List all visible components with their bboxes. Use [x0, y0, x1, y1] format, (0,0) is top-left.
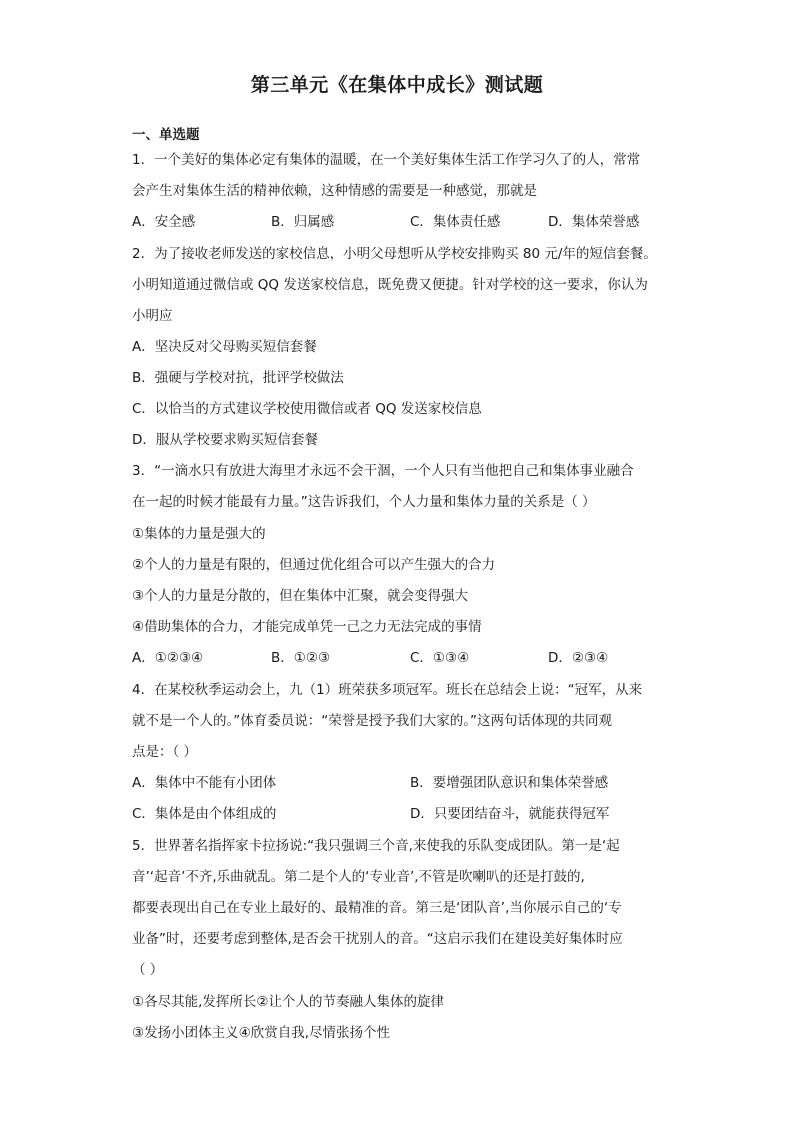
q2-text-line1: 2．为了接收老师发送的家校信息，小明父母想听从学校安排购买 80 元/年的短信套餐。 [132, 246, 657, 262]
q5-text-line5: （ ） [132, 962, 164, 978]
q3-option-d: D．②③④ [548, 650, 609, 666]
q1-option-c: C．集体责任感 [410, 214, 501, 230]
q3-option-c: C．①③④ [410, 650, 470, 666]
q5-text-line2: 音’‘起音’不齐,乐曲就乱。第二是个人的‘专业音’,不管是吹喇叭的还是打鼓的, [132, 869, 585, 885]
q3-option-b: B．①②③ [271, 650, 331, 666]
page-title: 第三单元《在集体中成长》测试题 [250, 74, 544, 96]
q3-text-line1: 3．“一滴水只有放进大海里才永远不会干涸，一个人只有当他把自己和集体事业融合 [132, 463, 634, 479]
q3-option-a: A．①②③④ [132, 650, 204, 666]
q3-statement-1: ①集体的力量是强大的 [132, 526, 266, 542]
section-heading: 一、单选题 [132, 127, 200, 143]
q2-option-b: B．强硬与学校对抗，批评学校做法 [132, 370, 344, 386]
q5-statement-1-2: ①各尽其能,发挥所长②让个人的节奏融人集体的旋律 [132, 994, 444, 1010]
q4-option-c: C．集体是由个体组成的 [132, 806, 277, 822]
q1-option-b: B．归属感 [271, 214, 335, 230]
q4-option-d: D．只要团结奋斗，就能获得冠军 [410, 806, 610, 822]
q2-text-line3: 小明应 [132, 308, 173, 324]
q2-text-line2: 小明知道通过微信或 QQ 发送家校信息，既免费又便捷。针对学校的这一要求，你认为 [132, 277, 648, 293]
q5-text-line1: 5．世界著名指挥家卡拉扬说:“我只强调三个音,来使我的乐队变成团队。第一是‘起 [132, 838, 620, 854]
q2-option-d: D．服从学校要求购买短信套餐 [132, 432, 318, 448]
q3-statement-2: ②个人的力量是有限的，但通过优化组合可以产生强大的合力 [132, 557, 496, 573]
q4-text-line2: 就不是一个人的。”体育委员说：“荣誉是授予我们大家的。”这两句话体现的共同观 [132, 713, 612, 729]
q2-option-a: A．坚决反对父母购买短信套餐 [132, 339, 317, 355]
q5-text-line4: 业备”时，还要考虑到整体,是否会干扰别人的音。“这启示我们在建设美好集体时应 [132, 931, 623, 947]
q4-text-line1: 4．在某校秋季运动会上，九（1）班荣获多项冠军。班长在总结会上说：“冠军，从来 [132, 682, 643, 698]
q5-statement-3-4: ③发扬小团体主义④欣赏自我,尽情张扬个性 [132, 1025, 390, 1041]
q3-statement-4: ④借助集体的合力，才能完成单凭一己之力无法完成的事情 [132, 619, 482, 635]
q4-text-line3: 点是：（ ） [132, 744, 198, 760]
q2-option-c: C．以恰当的方式建议学校使用微信或者 QQ 发送家校信息 [132, 401, 482, 417]
q4-option-a: A．集体中不能有小团体 [132, 775, 277, 791]
q4-option-b: B．要增强团队意识和集体荣誉感 [410, 775, 609, 791]
q1-option-a: A．安全感 [132, 214, 196, 230]
q1-option-d: D．集体荣誉感 [548, 214, 640, 230]
q5-text-line3: 都要表现出自己在专业上最好的、最精准的音。第三是‘团队音’,当你展示自己的‘专 [132, 900, 622, 916]
q1-text-line1: 1．一个美好的集体必定有集体的温暖，在一个美好集体生活工作学习久了的人，常常 [132, 152, 641, 168]
q1-text-line2: 会产生对集体生活的精神依赖，这种情感的需要是一种感觉，那就是 [132, 183, 537, 199]
q3-statement-3: ③个人的力量是分散的，但在集体中汇聚，就会变得强大 [132, 588, 469, 604]
q3-text-line2: 在一起的时候才能最有力量。”这告诉我们，个人力量和集体力量的关系是（ ） [132, 494, 596, 510]
